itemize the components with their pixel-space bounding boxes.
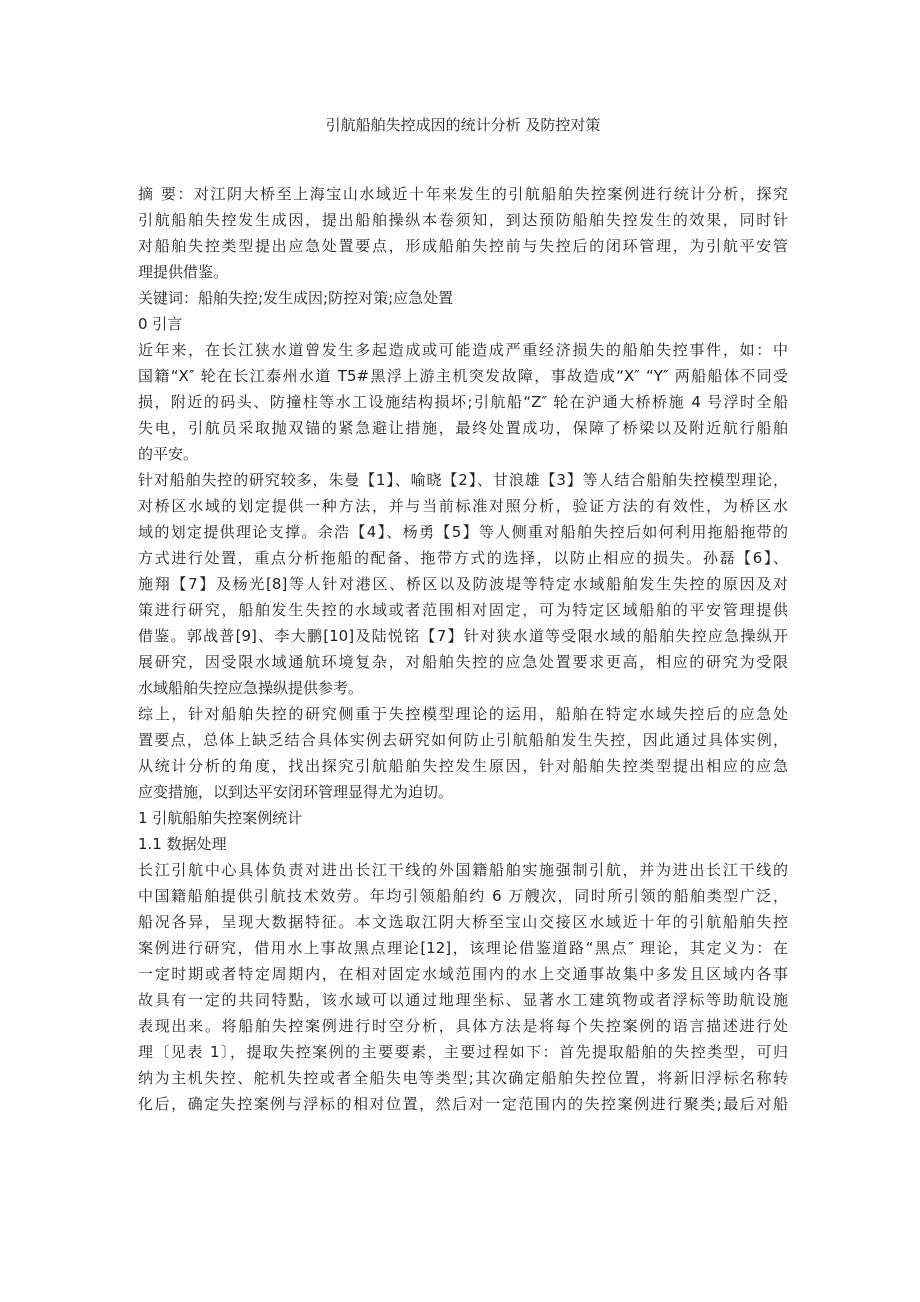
paragraph-line: 针对船舶失控的研究较多，朱曼【1】、喻晓【2】、甘浪雄【3】等人结合船舶失控模型理论， bbox=[138, 471, 788, 489]
paragraph-line: 理提供借鉴。 bbox=[138, 263, 229, 281]
paragraph-line: 损，附近的码头、防撞柱等水工设施结构损坏;引航船“Z″ 轮在沪通大桥桥施 4 号浮时全船 bbox=[138, 393, 788, 411]
paragraph-line: 中国籍船舶提供引航技术效劳。年均引领船舶约 6 万艘次，同时所引领的船舶类型广泛， bbox=[138, 887, 788, 905]
paragraph-line: 案例进行研究，借用水上事故黑点理论[12]，该理论借鉴道路“黑点″ 理论，其定义为：在 bbox=[138, 939, 788, 957]
paragraph-line: 船况各异，呈现大数据特征。本文选取江阴大桥至宝山交接区水域近十年的引航船舶失控 bbox=[138, 913, 788, 931]
paragraph-line: 水域船舶失控应急操纵提供参考。 bbox=[138, 679, 364, 697]
paragraph-line: 置要点，总体上缺乏结合具体实例去研究如何防止引航船舶发生失控，因此通过具体实例， bbox=[138, 731, 788, 749]
section-heading: 1 引航船舶失控案例统计 bbox=[138, 809, 303, 827]
document-body bbox=[138, 181, 788, 1117]
section-heading: 1.1 数据处理 bbox=[138, 835, 227, 853]
paragraph-line: 引航船舶失控发生成因，提出船舶操纵本卷须知，到达预防船舶失控发生的效果，同时针 bbox=[138, 211, 788, 229]
paragraph-line: 表现出来。将船舶失控案例进行时空分析，具体方法是将每个失控案例的语言描述进行处 bbox=[138, 1017, 788, 1035]
paragraph-line: 综上，针对船舶失控的研究侧重于失控模型理论的运用，船舶在特定水域失控后的应急处 bbox=[138, 705, 788, 723]
paragraph-line: 借鉴。郭战普[9]、李大鹏[10]及陆悦铭【7】针对狭水道等受限水域的船舶失控应急操纵开 bbox=[138, 627, 788, 645]
paragraph-line: 国籍“X″ 轮在长江泰州水道 T5#黑浮上游主机突发故障，事故造成“X″ “Y″ 两船船体不同受 bbox=[138, 367, 788, 385]
paragraph-line: 展研究，因受限水域通航环境复杂，对船舶失控的应急处置要求更高，相应的研究为受限 bbox=[138, 653, 788, 671]
paragraph-line: 对船舶失控类型提出应急处置要点，形成船舶失控前与失控后的闭环管理，为引航平安管 bbox=[138, 237, 788, 255]
paragraph-line: 施翔【7】及杨光[8]等人针对港区、桥区以及防波堤等特定水域船舶发生失控的原因及对 bbox=[138, 575, 788, 593]
paragraph-line: 纳为主机失控、舵机失控或者全船失电等类型;其次确定船舶失控位置，将新旧浮标名称转 bbox=[138, 1069, 788, 1087]
paragraph-line: 故具有一定的共同特點，该水域可以通过地理坐标、显著水工建筑物或者浮标等助航设施 bbox=[138, 991, 788, 1009]
paragraph-line: 近年来，在长江狭水道曾发生多起造成或可能造成严重经济损失的船舶失控事件，如：中 bbox=[138, 341, 788, 359]
paragraph-line: 摘 要：对江阴大桥至上海宝山水域近十年来发生的引航船舶失控案例进行统计分析，探究 bbox=[138, 185, 788, 203]
paragraph-line: 域的划定提供理论支撑。余浩【4】、杨勇【5】等人侧重对船舶失控后如何利用拖船拖带的 bbox=[138, 523, 788, 541]
paragraph-line: 从统计分析的角度，找出探究引航船舶失控发生原因，针对船舶失控类型提出相应的应急 bbox=[138, 757, 788, 775]
paragraph-line: 策进行研究，船舶发生失控的水域或者范围相对固定，可为特定区域船舶的平安管理提供 bbox=[138, 601, 788, 619]
document-title: 引航船舶失控成因的统计分析 及防控对策 bbox=[325, 116, 601, 134]
paragraph-line: 对桥区水域的划定提供一种方法，并与当前标准对照分析，验证方法的有效性，为桥区水 bbox=[138, 497, 788, 515]
paragraph-line: 理〔见表 1〕，提取失控案例的主要要素，主要过程如下：首先提取船舶的失控类型，可归 bbox=[138, 1043, 788, 1061]
paragraph-line: 化后，确定失控案例与浮标的相对位置，然后对一定范围内的失控案例进行聚类;最后对船 bbox=[138, 1095, 788, 1113]
paragraph-line: 的平安。 bbox=[138, 445, 199, 463]
section-heading: 0 引言 bbox=[138, 315, 183, 333]
paragraph-line: 失电，引航员采取抛双锚的紧急避让措施，最终处置成功，保障了桥梁以及附近航行船舶 bbox=[138, 419, 788, 437]
paragraph-line: 长江引航中心具体负责对进出长江干线的外国籍船舶实施强制引航，并为进出长江干线的 bbox=[138, 861, 788, 879]
paragraph-line: 应变措施，以到达平安闭环管理显得尤为迫切。 bbox=[138, 783, 454, 801]
paragraph-line: 关键词：船舶失控;发生成因;防控对策;应急处置 bbox=[138, 289, 454, 307]
paragraph-line: 方式进行处置，重点分析拖船的配备、拖带方式的选择，以防止相应的损失。孙磊【6】、 bbox=[138, 549, 788, 567]
paragraph-line: 一定时期或者特定周期内，在相对固定水域范围内的水上交通事故集中多发且区域内各事 bbox=[138, 965, 788, 983]
